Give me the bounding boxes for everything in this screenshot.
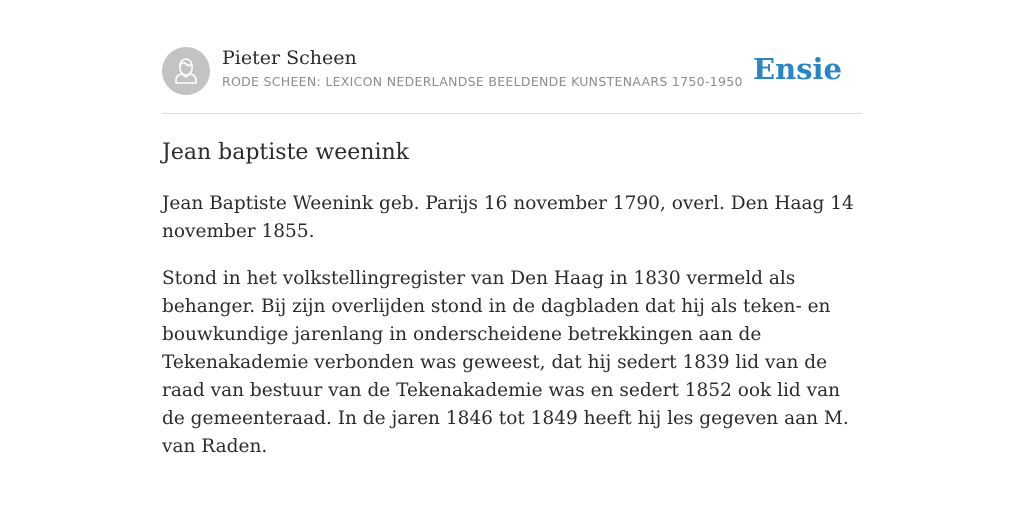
brand-logo[interactable]: Ensie (753, 52, 842, 86)
article-body (162, 190, 862, 480)
article-header (162, 46, 862, 96)
article-paragraph: Stond in het volkstellingregister van Den Haag in 1830 vermeld als behanger. Bij zijn overlijden stond in de dagbladen dat hij als teken- en bouwkundige jarenlang in onderscheidene betrekkingen aan de Tekenakademie verbonden was geweest, dat hij sedert 1839 lid van de raad van bestuur van de Tekenakademie was en sedert 1852 ook lid van de gemeenteraad. In de jaren 1846 tot 1849 heeft hij les gegeven aan M. van Raden. (162, 268, 849, 457)
header-divider (162, 113, 862, 114)
source-title[interactable]: RODE SCHEEN: LEXICON NEDERLANDSE BEELDENDE KUNSTENAARS 1750-1950 (222, 74, 743, 89)
article-title: Jean baptiste weenink (162, 140, 409, 165)
user-avatar-icon (162, 47, 210, 95)
author-name[interactable]: Pieter Scheen (222, 47, 357, 69)
article-paragraph: Jean Baptiste Weenink geb. Parijs 16 november 1790, overl. Den Haag 14 november 1855. (162, 193, 854, 242)
